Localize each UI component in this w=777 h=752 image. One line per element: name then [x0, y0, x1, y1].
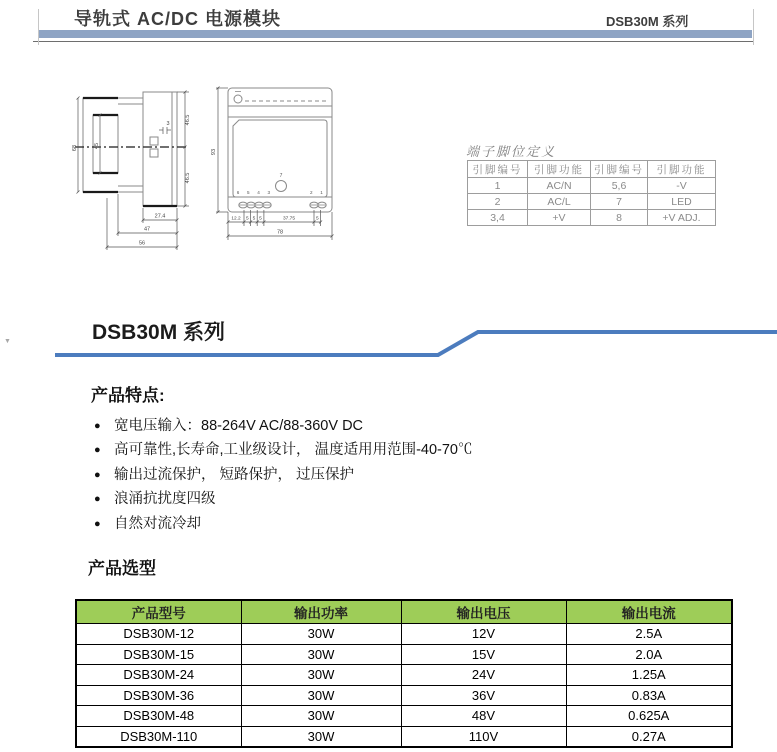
header-rule: [33, 41, 754, 42]
table-row: [76, 624, 732, 645]
current-cell: 2.0A: [566, 644, 732, 665]
power-cell: 30W: [241, 726, 401, 747]
right-margin-mark: [753, 9, 754, 45]
dim-46-5-bottom: 46.5: [185, 172, 191, 184]
pin-cell: +V: [528, 210, 591, 226]
led-pin-label: 7: [279, 173, 283, 179]
dim-12-2: 12.2: [231, 216, 241, 222]
terminal-numbers-left: 6 5 4 3: [236, 190, 274, 195]
terminal-numbers-right: 2 1: [310, 190, 326, 195]
table-row: [76, 706, 732, 727]
pin-cell: +V ADJ.: [648, 210, 716, 226]
current-cell: 0.27A: [566, 726, 732, 747]
bullet-icon: ●: [94, 493, 101, 506]
pin-cell: 2: [468, 194, 528, 210]
din-clip-upper: [150, 137, 158, 145]
current-cell: 2.5A: [566, 624, 732, 645]
pin-definition-table: [467, 160, 716, 226]
voltage-cell: 15V: [401, 644, 566, 665]
table-row: [76, 644, 732, 665]
table-row: [76, 685, 732, 706]
adjust-pot: [234, 95, 242, 103]
power-cell: 30W: [241, 624, 401, 645]
pin-col-header: 引脚编号: [591, 161, 648, 178]
pin-table-header-row: [468, 161, 716, 178]
feature-text: 输出过流保护， 短路保护， 过压保护: [114, 466, 355, 483]
bullet-icon: ●: [94, 517, 101, 530]
pin-cell: 7: [591, 194, 648, 210]
power-cell: 30W: [241, 706, 401, 727]
pin-col-header: 引脚编号: [468, 161, 528, 178]
front-dim-ticks: [217, 87, 334, 238]
current-cell: 0.625A: [566, 706, 732, 727]
power-cell: 30W: [241, 665, 401, 686]
pin-table-row: [468, 178, 716, 194]
voltage-cell: 110V: [401, 726, 566, 747]
dim-3: 3: [166, 121, 170, 127]
model-cell: DSB30M-48: [76, 706, 241, 727]
mechanical-drawings: [55, 78, 445, 258]
feature-item: [94, 512, 714, 536]
selection-col-header: 输出电压: [401, 600, 566, 624]
dim-46-5-top: 46.5: [185, 114, 191, 126]
pin-cell: LED: [648, 194, 716, 210]
dim-68: 68: [72, 144, 78, 152]
model-cell: DSB30M-110: [76, 726, 241, 747]
header-bar: [38, 30, 752, 38]
margin-cursor-mark: ▼: [4, 338, 11, 345]
model-cell: DSB30M-24: [76, 665, 241, 686]
table-row: [76, 665, 732, 686]
feature-text: 宽电压输入：88-264V AC/88-360V DC: [114, 418, 364, 434]
pin-cell: AC/N: [528, 178, 591, 194]
power-cell: 30W: [241, 685, 401, 706]
left-margin-mark: [38, 9, 39, 45]
feature-item: [94, 463, 714, 487]
feature-text: 高可靠性,长寿命,工业级设计， 温度适用用范围-40-70℃: [114, 442, 473, 459]
section-divider-line: [55, 332, 777, 355]
features-title: 产品特点:: [91, 386, 165, 405]
feature-text: 自然对流冷却: [114, 515, 201, 532]
pin-cell: AC/L: [528, 194, 591, 210]
features-list: [94, 414, 714, 536]
feature-item: [94, 438, 714, 462]
current-cell: 1.25A: [566, 665, 732, 686]
dim-5d: 5: [315, 216, 319, 222]
selection-col-header: 输出电流: [566, 600, 732, 624]
led-indicator: [276, 181, 287, 192]
dim-37-75: 37.75: [282, 216, 296, 222]
voltage-cell: 12V: [401, 624, 566, 645]
pin-cell: 5,6: [591, 178, 648, 194]
pin-cell: 8: [591, 210, 648, 226]
dim-5c: 5: [259, 216, 262, 222]
side-view-drawing: [75, 92, 189, 206]
pin-col-header: 引脚功能: [528, 161, 591, 178]
dim-78: 78: [276, 229, 284, 236]
pin-table-row: [468, 210, 716, 226]
pin-col-header: 引脚功能: [648, 161, 716, 178]
page-title: 导轨式 AC/DC 电源模块: [74, 9, 281, 29]
selection-table: [75, 599, 733, 748]
pin-table-row: [468, 194, 716, 210]
feature-item: [94, 414, 714, 438]
model-cell: DSB30M-15: [76, 644, 241, 665]
pin-table-title: 端子脚位定义: [466, 145, 557, 160]
dim-47: 47: [143, 226, 151, 233]
model-cell: DSB30M-12: [76, 624, 241, 645]
pin-cell: 3,4: [468, 210, 528, 226]
bullet-icon: ●: [94, 468, 101, 481]
dim-5b: 5: [252, 216, 256, 222]
section-title: DSB30M 系列: [92, 321, 226, 344]
power-cell: 30W: [241, 644, 401, 665]
dim-45: 45: [94, 142, 100, 150]
dim-27-4: 27.4: [154, 213, 166, 220]
bullet-icon: ●: [94, 420, 101, 432]
side-bold-edges: [83, 98, 177, 206]
pin-cell: 1: [468, 178, 528, 194]
model-cell: DSB30M-36: [76, 685, 241, 706]
side-dim-labels: [72, 115, 191, 247]
terminal-screws: [239, 202, 326, 208]
front-face-panel: [233, 120, 327, 197]
selection-header-row: [76, 600, 732, 624]
current-cell: 0.83A: [566, 685, 732, 706]
side-rear-flange: [83, 98, 143, 192]
table-row: [76, 726, 732, 747]
selection-col-header: 输出功率: [241, 600, 401, 624]
dim-93: 93: [211, 148, 217, 156]
selection-title: 产品选型: [88, 559, 156, 578]
series-label: DSB30M 系列: [606, 14, 689, 29]
voltage-cell: 48V: [401, 706, 566, 727]
bullet-icon: ●: [94, 444, 101, 457]
feature-item: [94, 487, 714, 511]
din-clip-lower: [150, 149, 158, 157]
voltage-cell: 24V: [401, 665, 566, 686]
feature-text: 浪涌抗扰度四级: [114, 491, 216, 508]
voltage-cell: 36V: [401, 685, 566, 706]
section-divider: [0, 323, 777, 361]
selection-col-header: 产品型号: [76, 600, 241, 624]
dim-5a: 5: [245, 216, 249, 222]
pin-cell: -V: [648, 178, 716, 194]
dim-56: 56: [138, 240, 146, 247]
